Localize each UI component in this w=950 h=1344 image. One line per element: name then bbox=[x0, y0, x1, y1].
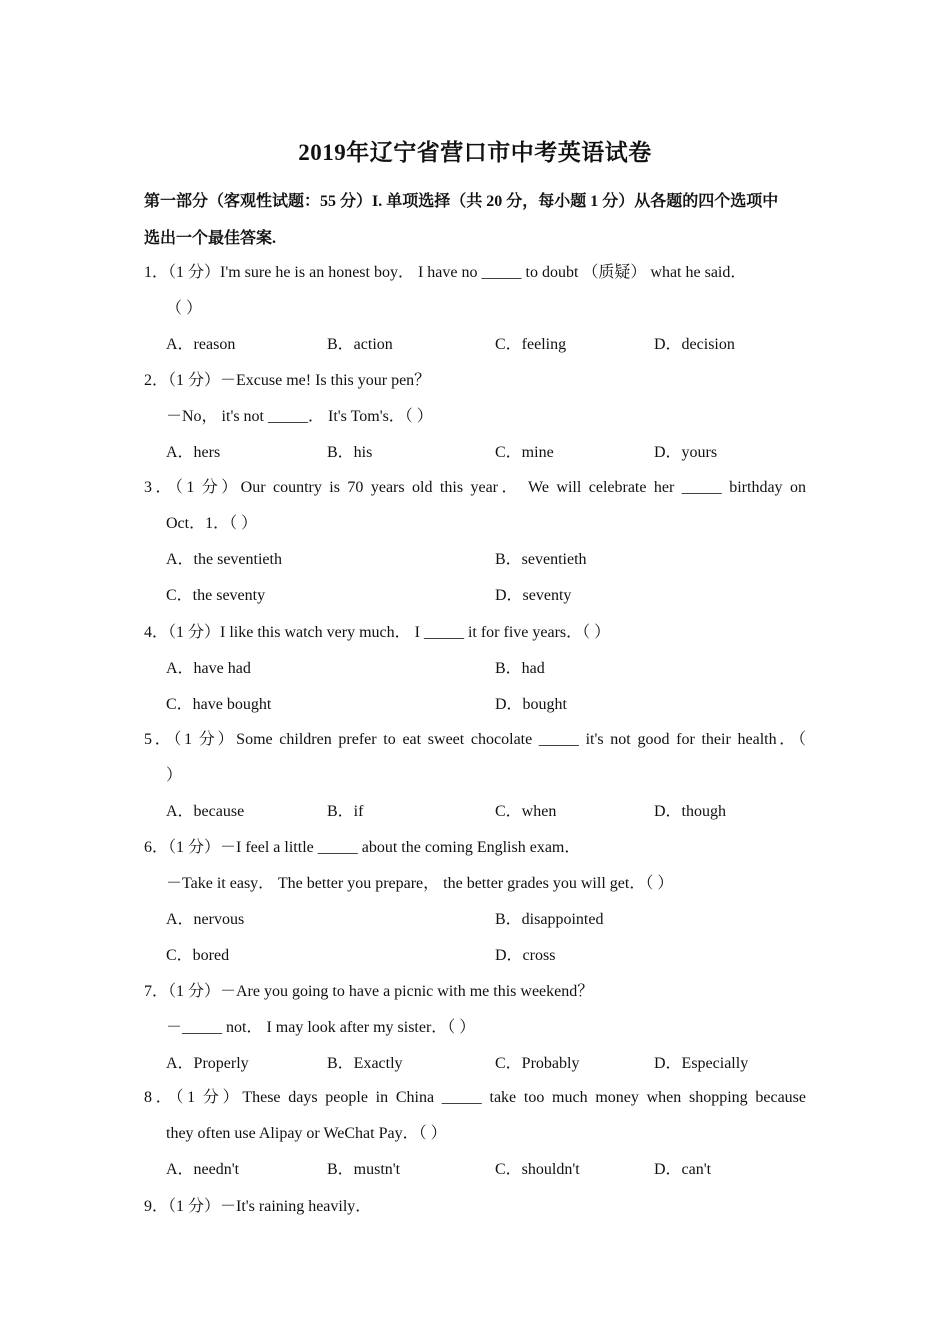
question-stem-cont: they often use Alipay or WeChat Pay．（ ） bbox=[166, 1125, 447, 1142]
question-stem-cont: －_____ not． I may look after my sister．（ ） bbox=[166, 1019, 476, 1036]
option-b: B．Exactly bbox=[327, 1055, 403, 1072]
options-row bbox=[144, 327, 806, 363]
question-8 bbox=[144, 1080, 806, 1188]
option-d: D．can't bbox=[654, 1161, 712, 1178]
option-b: B．mustn't bbox=[327, 1161, 401, 1178]
section-instructions-line-1: 第一部分（客观性试题：55 分）I. 单项选择（共 20 分，每小题 1 分）从各题的四个选项中 bbox=[144, 193, 779, 210]
option-c: C．the seventy bbox=[166, 587, 266, 604]
options-row-2 bbox=[144, 938, 806, 974]
option-a: A．the seventieth bbox=[166, 551, 282, 568]
section-instructions-line-2: 选出一个最佳答案. bbox=[144, 230, 277, 247]
option-b: B．action bbox=[327, 336, 393, 353]
option-c: C．bored bbox=[166, 947, 230, 964]
option-c: C．feeling bbox=[495, 336, 567, 353]
question-stem: 1．（1 分）I'm sure he is an honest boy． I have no _____ to doubt （质疑） what he said． bbox=[144, 264, 747, 281]
option-b: B．disappointed bbox=[495, 911, 604, 928]
question-stem-cont: －No， it's not _____． It's Tom's．（ ） bbox=[166, 408, 433, 425]
question-5 bbox=[144, 722, 806, 830]
exam-title: 2019年辽宁省营口市中考英语试卷 bbox=[298, 140, 652, 165]
question-stem: 8．（1 分）These days people in China _____ take too much money when shopping because bbox=[144, 1089, 806, 1106]
option-a: A．nervous bbox=[166, 911, 245, 928]
option-d: D．bought bbox=[495, 696, 568, 713]
options-row-2 bbox=[144, 687, 806, 723]
question-stem: 9．（1 分）－It's raining heavily． bbox=[144, 1198, 372, 1215]
question-stem: 3．（1 分）Our country is 70 years old this year． We will celebrate her _____ birthday on bbox=[144, 479, 806, 496]
option-d: D．cross bbox=[495, 947, 556, 964]
options-row bbox=[144, 1046, 806, 1082]
section-instructions bbox=[144, 183, 806, 257]
question-9 bbox=[144, 1189, 806, 1225]
options-row-2 bbox=[144, 578, 806, 614]
options-row bbox=[144, 1152, 806, 1188]
option-a: A．reason bbox=[166, 336, 236, 353]
question-1 bbox=[144, 255, 806, 363]
question-stem: 4．（1 分）I like this watch very much． I _____ it for five years．（ ） bbox=[144, 624, 611, 641]
option-d: D．though bbox=[654, 803, 727, 820]
options-row bbox=[144, 794, 806, 830]
option-a: A．Properly bbox=[166, 1055, 249, 1072]
option-c: C．mine bbox=[495, 444, 554, 461]
option-a: A．have had bbox=[166, 660, 251, 677]
option-a: A．because bbox=[166, 803, 245, 820]
question-stem-cont: ） bbox=[166, 767, 183, 784]
question-stem-cont: （ ） bbox=[166, 300, 203, 317]
question-2 bbox=[144, 363, 806, 471]
option-c: C．shouldn't bbox=[495, 1161, 580, 1178]
option-b: B．if bbox=[327, 803, 364, 820]
option-b: B．seventieth bbox=[495, 551, 587, 568]
option-d: D．yours bbox=[654, 444, 718, 461]
options-row-1 bbox=[144, 651, 806, 687]
question-stem-cont: Oct．1．（ ） bbox=[166, 515, 258, 532]
option-d: D．decision bbox=[654, 336, 735, 353]
option-b: B．had bbox=[495, 660, 545, 677]
options-row-1 bbox=[144, 902, 806, 938]
question-7 bbox=[144, 974, 806, 1082]
option-b: B．his bbox=[327, 444, 373, 461]
option-c: C．have bought bbox=[166, 696, 272, 713]
option-a: A．needn't bbox=[166, 1161, 240, 1178]
question-stem: 2．（1 分）－Excuse me! Is this your pen？ bbox=[144, 372, 431, 389]
question-6 bbox=[144, 830, 806, 974]
option-c: C．when bbox=[495, 803, 557, 820]
options-row bbox=[144, 435, 806, 471]
question-3 bbox=[144, 470, 806, 614]
option-d: D．seventy bbox=[495, 587, 572, 604]
question-4 bbox=[144, 615, 806, 723]
options-row-1 bbox=[144, 542, 806, 578]
option-a: A．hers bbox=[166, 444, 221, 461]
option-c: C．Probably bbox=[495, 1055, 580, 1072]
question-stem: 7．（1 分）－Are you going to have a picnic with me this weekend？ bbox=[144, 983, 594, 1000]
question-stem: 6．（1 分）－I feel a little _____ about the coming English exam． bbox=[144, 839, 581, 856]
question-stem-cont: －Take it easy． The better you prepare， the better grades you will get．（ ） bbox=[166, 875, 674, 892]
question-stem: 5．（1 分）Some children prefer to eat sweet chocolate _____ it's not good for their health．（ bbox=[144, 731, 806, 748]
option-d: D．Especially bbox=[654, 1055, 749, 1072]
